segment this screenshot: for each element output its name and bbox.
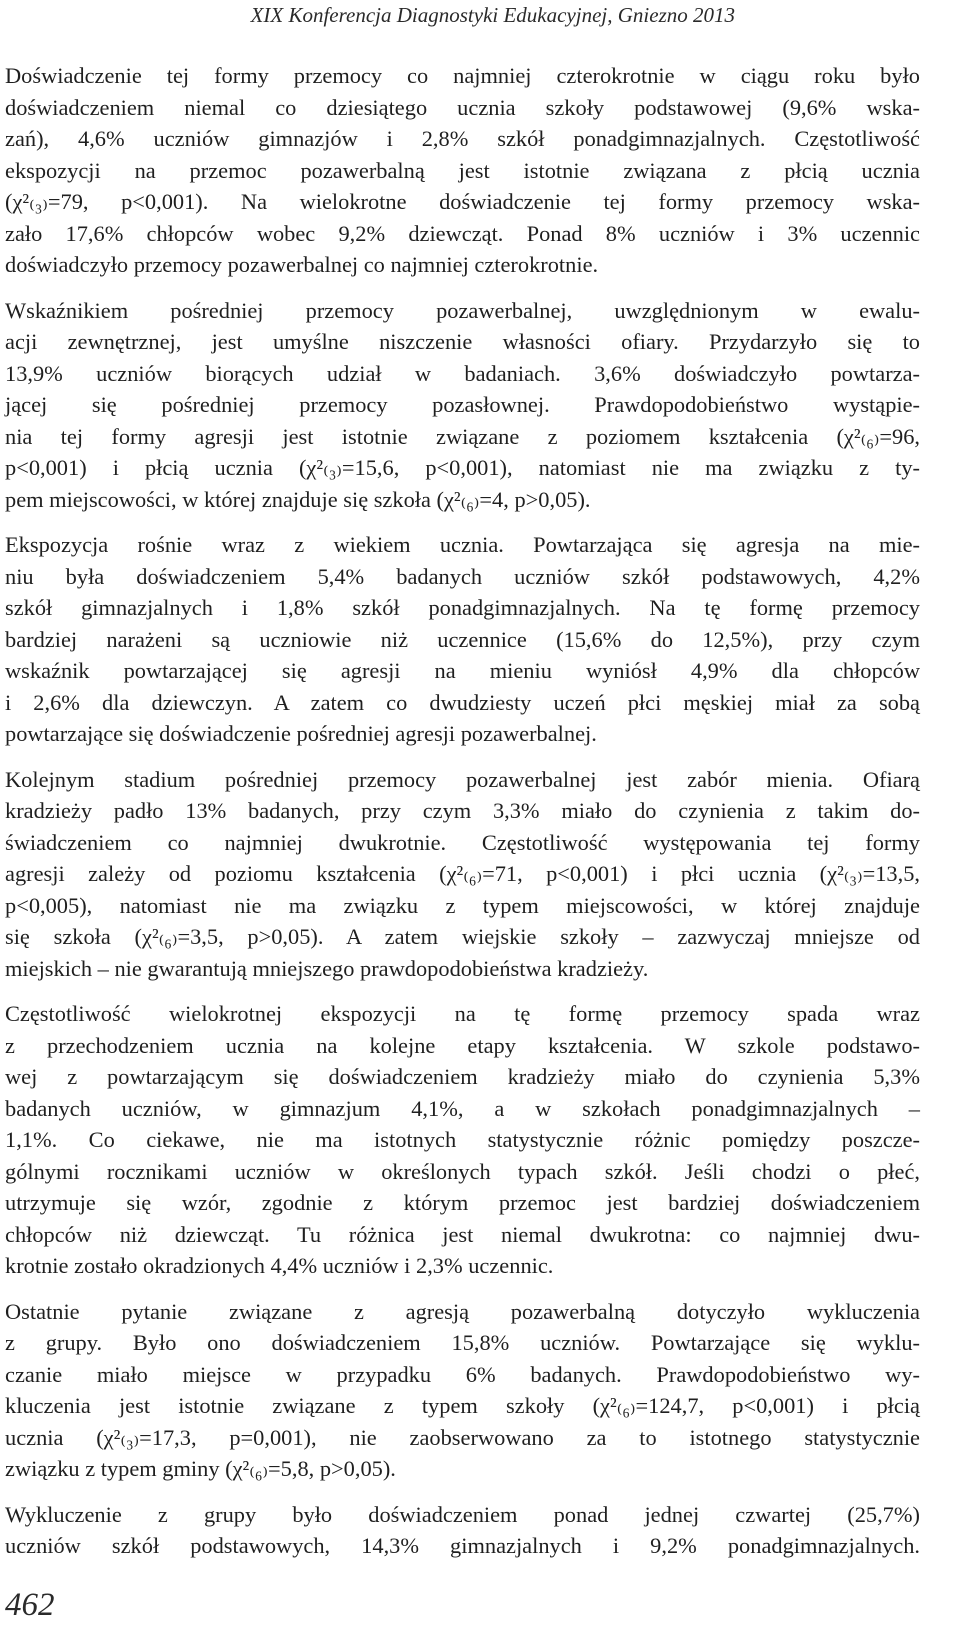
text-line: (χ²₍₃₎=79, p<0,001). Na wielokrotne doświadczenie tej formy przemocy wska- bbox=[5, 189, 920, 214]
text-line: krotnie zostało okradzionych 4,4% uczniów i 2,3% uczennic. bbox=[5, 1253, 554, 1278]
text-line: z grupy. Było ono doświadczeniem 15,8% uczniów. Powtarzające się wyklu- bbox=[5, 1330, 920, 1355]
text-line: jącej się pośredniej przemocy pozasłownej. Prawdopodobieństwo wystąpie- bbox=[5, 392, 920, 417]
text-line: powtarzające się doświadczenie pośredniej agresji pozawerbalnej. bbox=[5, 721, 597, 746]
text-line: świadczeniem co najmniej dwukrotnie. Częstotliwość występowania tej formy bbox=[5, 829, 920, 855]
text-line: pem miejscowości, w której znajduje się szkoła (χ²₍₆₎=4, p>0,05). bbox=[5, 486, 591, 512]
text-line: niu była doświadczeniem 5,4% badanych uczniów szkół podstawowych, 4,2% bbox=[5, 563, 920, 589]
text-line: Wykluczenie z grupy było doświadczeniem ponad jednej czwartej (25,7%) bbox=[5, 1501, 920, 1527]
text-line: Wskaźnikiem pośredniej przemocy pozawerbalnej, uwzględnionym w ewalu- bbox=[5, 297, 920, 323]
text-line: z przechodzeniem ucznia na kolejne etapy kształcenia. W szkole podstawo- bbox=[5, 1032, 920, 1058]
paragraph bbox=[5, 1296, 920, 1485]
text-line: kradzieży padło 13% badanych, przy czym 3,3% miało do czynienia z takim do- bbox=[5, 798, 920, 823]
text-line: Kolejnym stadium pośredniej przemocy pozawerbalnej jest zabór mienia. Ofiarą bbox=[5, 766, 920, 792]
text-line: wej z powtarzającym się doświadczeniem kradzieży miało do czynienia 5,3% bbox=[5, 1064, 920, 1089]
text-line: związku z typem gminy (χ²₍₆₎=5,8, p>0,05). bbox=[5, 1456, 396, 1481]
text-line: acji zewnętrznej, jest umyślne niszczenie własności ofiary. Przydarzyło się to bbox=[5, 329, 920, 354]
text-line: Częstotliwość wielokrotnej ekspozycji na tę formę przemocy spada wraz bbox=[5, 1001, 920, 1026]
text-line: Ekspozycja rośnie wraz z wiekiem ucznia. Powtarzająca się agresja na mie- bbox=[5, 532, 920, 557]
page-number: 462 bbox=[5, 1587, 55, 1623]
text-line: czanie miało miejsce w przypadku 6% badanych. Prawdopodobieństwo wy- bbox=[5, 1361, 920, 1387]
text-line: się szkoła (χ²₍₆₎=3,5, p>0,05). A zatem wiejskie szkoły – zazwyczaj mniejsze od bbox=[5, 924, 920, 949]
text-line: doświadczeniem niemal co dziesiątego ucznia szkoły podstawowej (9,6% wska- bbox=[5, 94, 920, 120]
text-line: wskaźnik powtarzającej się agresji na mieniu wyniósł 4,9% dla chłopców bbox=[5, 658, 920, 683]
text-line: bardziej narażeni są uczniowie niż uczennice (15,6% do 12,5%), przy czym bbox=[5, 626, 920, 652]
paragraph bbox=[5, 1499, 920, 1562]
text-line: ekspozycji na przemoc pozawerbalną jest istotnie związana z płcią ucznia bbox=[5, 157, 920, 183]
text-line: badanych uczniów, w gimnazjum 4,1%, a w szkołach ponadgimnazjalnych – bbox=[5, 1095, 920, 1121]
paragraph bbox=[5, 998, 920, 1282]
paragraph bbox=[5, 764, 920, 985]
text-line: ucznia (χ²₍₃₎=17,3, p=0,001), nie zaobserwowano za to istotnego statystycznie bbox=[5, 1424, 920, 1450]
text-line: nia tej formy agresji jest istotnie związane z poziomem kształcenia (χ²₍₆₎=96, bbox=[5, 423, 920, 449]
text-line: p<0,001) i płcią ucznia (χ²₍₃₎=15,6, p<0,001), natomiast nie ma związku z ty- bbox=[5, 455, 920, 480]
text-line: zań), 4,6% uczniów gimnazjów i 2,8% szkół ponadgimnazjalnych. Częstotliwość bbox=[5, 126, 920, 151]
text-line: uczniów szkół podstawowych, 14,3% gimnazjalnych i 9,2% ponadgimnazjalnych. bbox=[5, 1533, 920, 1558]
paragraph bbox=[5, 529, 920, 750]
text-line: Ostatnie pytanie związane z agresją pozawerbalną dotyczyło wykluczenia bbox=[5, 1298, 920, 1324]
body-text bbox=[5, 60, 920, 1576]
text-line: p<0,005), natomiast nie ma związku z typem miejscowości, w której znajduje bbox=[5, 892, 920, 918]
text-line: zało 17,6% chłopców wobec 9,2% dziewcząt. Ponad 8% uczniów i 3% uczennic bbox=[5, 220, 920, 246]
text-line: utrzymuje się wzór, zgodnie z którym przemoc jest bardziej doświadczeniem bbox=[5, 1190, 920, 1215]
text-line: i 2,6% dla dziewczyn. A zatem co dwudziesty uczeń płci męskiej miał za sobą bbox=[5, 689, 920, 715]
text-line: Doświadczenie tej formy przemocy co najmniej czterokrotnie w ciągu roku było bbox=[5, 63, 920, 88]
text-line: agresji zależy od poziomu kształcenia (χ²₍₆₎=71, p<0,001) i płci ucznia (χ²₍₃₎=13,5, bbox=[5, 861, 920, 886]
text-line: szkół gimnazjalnych i 1,8% szkół ponadgimnazjalnych. Na tę formę przemocy bbox=[5, 595, 920, 620]
text-line: 1,1%. Co ciekawe, nie ma istotnych statystycznie różnic pomiędzy poszcze- bbox=[5, 1127, 920, 1152]
text-line: miejskich – nie gwarantują mniejszego prawdopodobieństwa kradzieży. bbox=[5, 955, 649, 981]
paragraph bbox=[5, 295, 920, 516]
text-line: chłopców niż dziewcząt. Tu różnica jest niemal dwukrotna: co najmniej dwu- bbox=[5, 1221, 920, 1247]
running-header: XIX Konferencja Diagnostyki Edukacyjnej, Gniezno 2013 bbox=[250, 3, 735, 27]
text-line: kluczenia jest istotnie związane z typem szkoły (χ²₍₆₎=124,7, p<0,001) i płcią bbox=[5, 1393, 920, 1418]
text-line: doświadczyło przemocy pozawerbalnej co najmniej czterokrotnie. bbox=[5, 252, 599, 277]
text-line: 13,9% uczniów biorących udział w badaniach. 3,6% doświadczyło powtarza- bbox=[5, 360, 920, 386]
paragraph bbox=[5, 60, 920, 281]
text-line: gólnymi rocznikami uczniów w określonych typach szkół. Jeśli chodzi o płeć, bbox=[5, 1158, 920, 1184]
